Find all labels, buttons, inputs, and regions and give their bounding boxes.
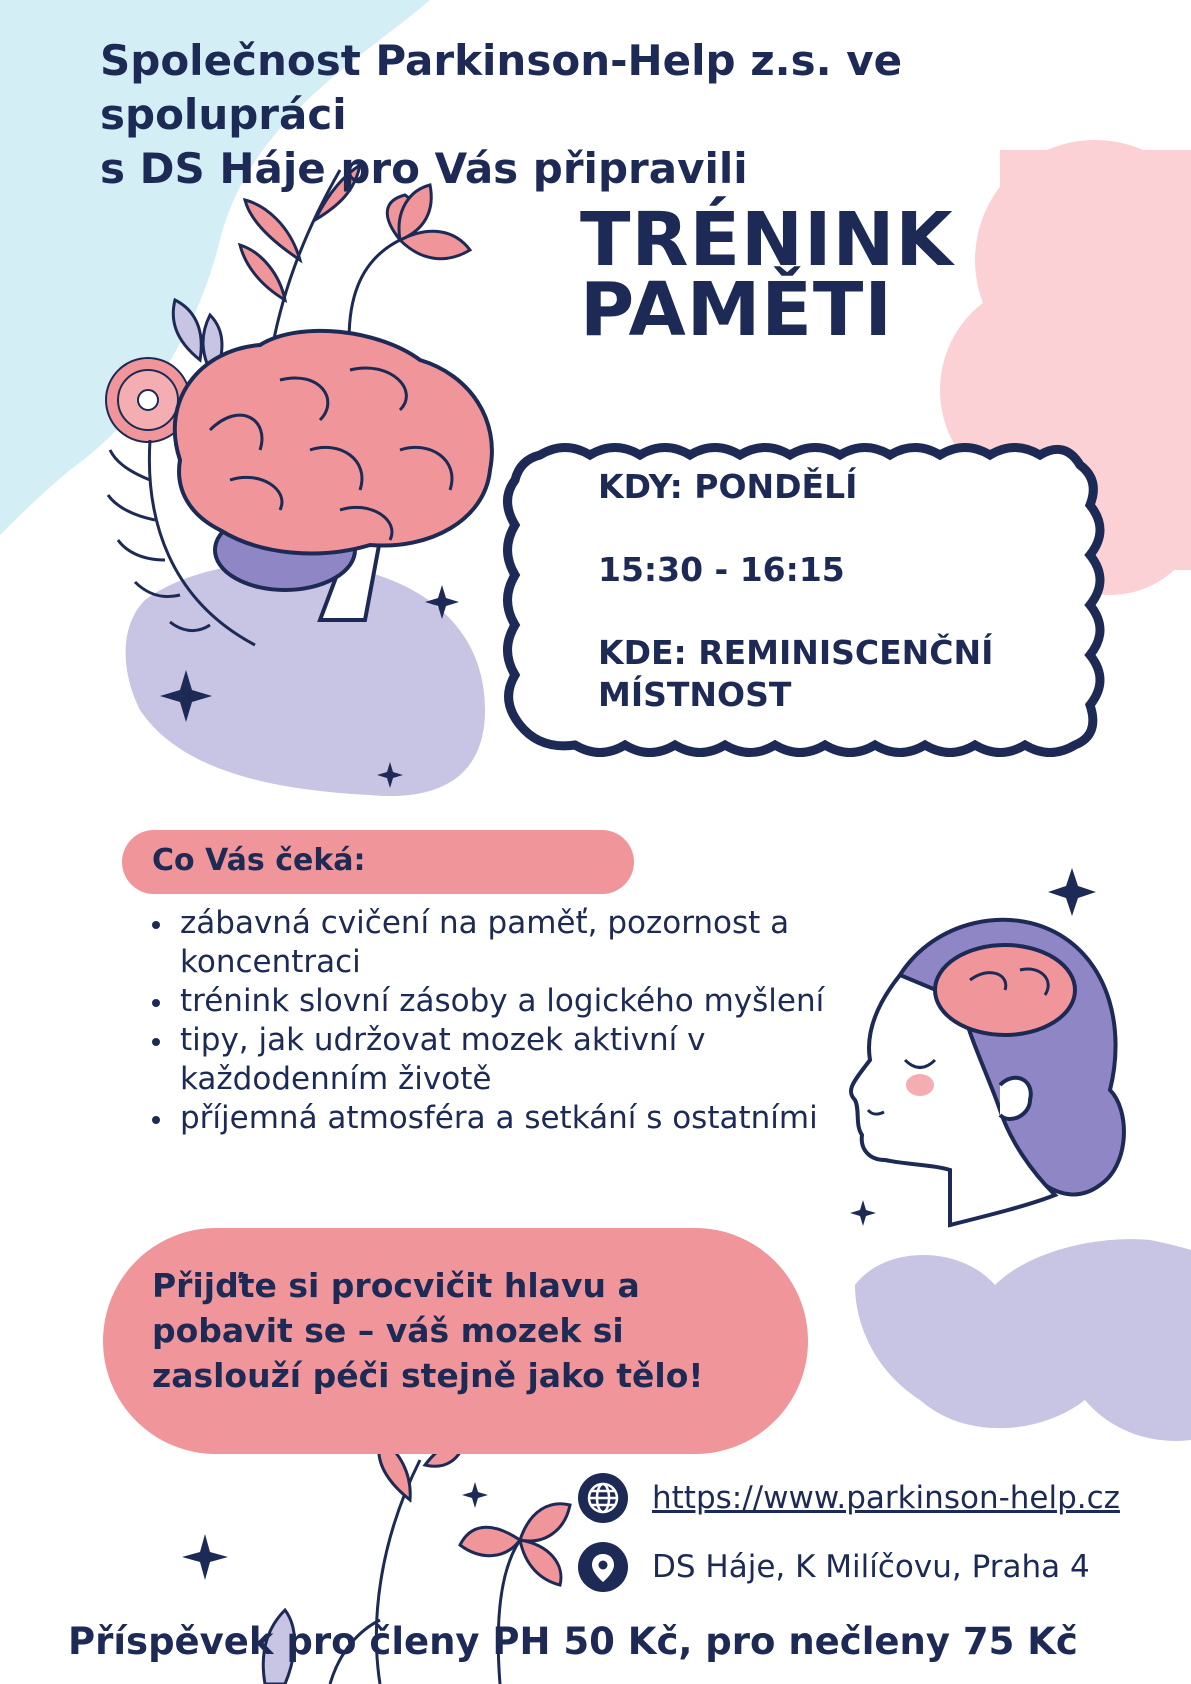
benefit-list <box>148 904 848 1138</box>
list-item: tipy, jak udržovat mozek aktivní v každodenním životě <box>148 1021 848 1099</box>
cta-line-2: pobavit se – váš mozek si <box>152 1311 624 1350</box>
header-line-1: Společnost Parkinson-Help z.s. ve spolupráci <box>100 36 903 139</box>
woman-head-illustration <box>851 920 1124 1225</box>
event-title-line-1: TRÉNINK <box>580 197 954 283</box>
event-title-line-2: PAMĚTI <box>580 267 893 353</box>
cheek-blush <box>906 1074 934 1096</box>
info-where-line-1: KDE: REMINISCENČNÍ <box>598 633 994 672</box>
header-title <box>100 34 1160 196</box>
info-when: KDY: PONDĚLÍ <box>598 467 858 506</box>
cta-line-3: zaslouží péči stejně jako tělo! <box>152 1356 704 1395</box>
fee-text: Příspěvek pro členy PH 50 Kč, pro nečleny 75 Kč <box>68 1620 1078 1663</box>
website-link[interactable]: https://www.parkinson-help.cz <box>652 1480 1120 1516</box>
lavender-blob-left <box>126 562 485 796</box>
globe-icon <box>578 1473 628 1523</box>
location-pin-icon <box>578 1542 628 1592</box>
header-line-2: s DS Háje pro Vás připravili <box>100 144 748 193</box>
cta-text <box>152 1263 752 1398</box>
address-text: DS Háje, K Milíčovu, Praha 4 <box>652 1549 1090 1585</box>
list-item: trénink slovní zásoby a logického myšlení <box>148 982 848 1021</box>
list-item: zábavná cvičení na paměť, pozornost a koncentraci <box>148 904 848 982</box>
list-item: příjemná atmosféra a setkání s ostatními <box>148 1099 848 1138</box>
info-where-line-2: MÍSTNOST <box>598 675 792 714</box>
lavender-blob-right <box>855 1239 1191 1441</box>
event-title <box>580 197 954 353</box>
expect-heading: Co Vás čeká: <box>152 843 366 878</box>
info-time: 15:30 - 16:15 <box>598 550 845 589</box>
cta-line-1: Přijďte si procvičit hlavu a <box>152 1266 640 1305</box>
